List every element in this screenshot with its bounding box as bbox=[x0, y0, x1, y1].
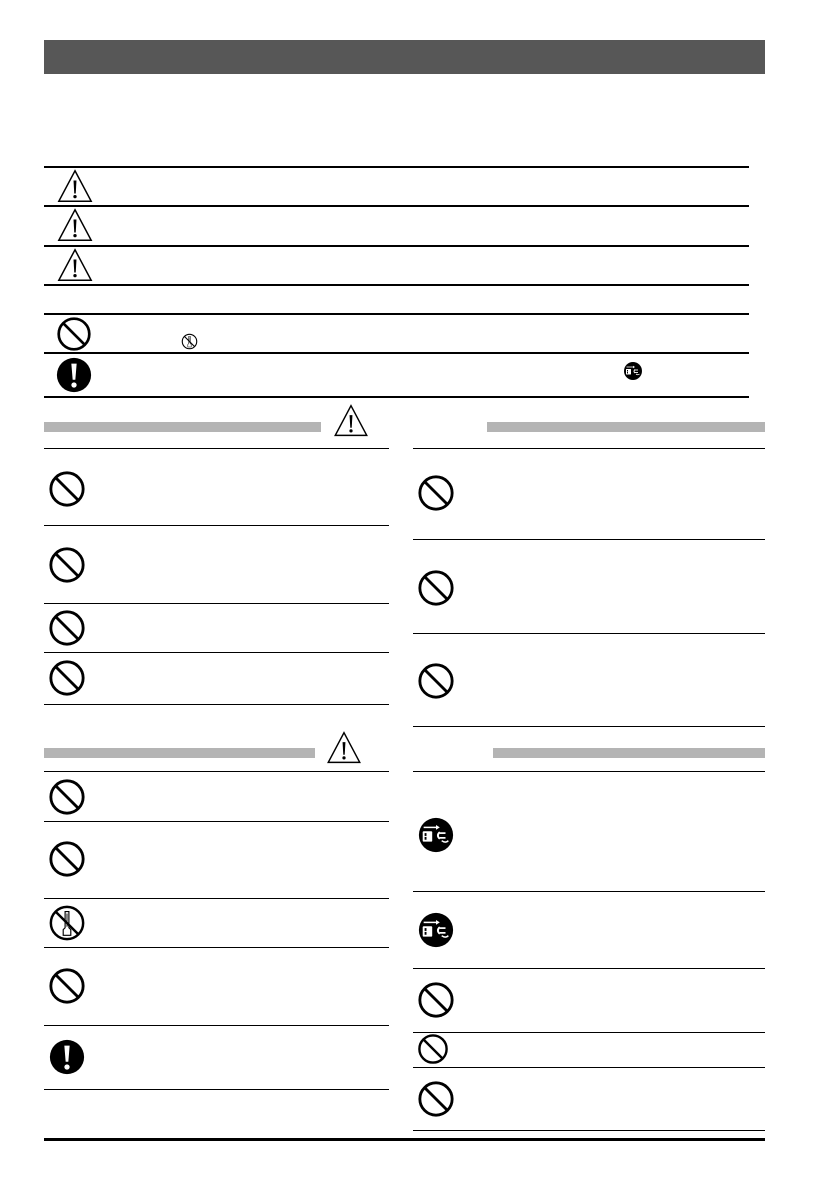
prohibition-icon bbox=[417, 1080, 455, 1118]
row-divider bbox=[413, 633, 765, 634]
warning-triangle-icon bbox=[332, 403, 370, 439]
no-disassembly-icon bbox=[181, 333, 198, 350]
warning-triangle-icon bbox=[55, 247, 95, 284]
legend-rule bbox=[44, 284, 749, 286]
prohibition-icon bbox=[48, 967, 86, 1005]
row-divider bbox=[44, 771, 389, 772]
prohibition-icon bbox=[417, 662, 455, 700]
section-header-bar bbox=[493, 748, 765, 758]
row-divider bbox=[44, 1089, 389, 1090]
prohibition-icon bbox=[48, 778, 86, 816]
row-divider bbox=[44, 898, 389, 899]
row-divider bbox=[44, 704, 389, 705]
row-divider bbox=[413, 1067, 765, 1068]
warning-triangle-icon bbox=[325, 730, 363, 766]
legend-rule bbox=[44, 166, 749, 168]
prohibition-icon bbox=[417, 1033, 449, 1065]
prohibition-icon bbox=[48, 609, 86, 647]
mandatory-action-icon bbox=[55, 356, 93, 394]
row-divider bbox=[44, 1025, 389, 1026]
prohibition-icon bbox=[56, 316, 92, 352]
legend-rule bbox=[44, 313, 749, 315]
row-divider bbox=[44, 821, 389, 822]
row-divider bbox=[44, 525, 389, 526]
legend-rule bbox=[44, 245, 749, 247]
warning-triangle-icon bbox=[55, 207, 95, 244]
row-divider bbox=[413, 891, 765, 892]
warning-triangle-icon bbox=[55, 168, 95, 205]
row-divider bbox=[44, 448, 389, 449]
unplug-icon bbox=[417, 816, 455, 854]
prohibition-icon bbox=[417, 569, 455, 607]
prohibition-icon bbox=[417, 474, 455, 512]
row-divider bbox=[44, 947, 389, 948]
row-divider bbox=[413, 539, 765, 540]
row-divider bbox=[413, 448, 765, 449]
legend-rule bbox=[44, 205, 749, 207]
prohibition-icon bbox=[48, 840, 86, 878]
row-divider bbox=[44, 652, 389, 653]
prohibition-icon bbox=[417, 981, 455, 1019]
row-divider bbox=[413, 771, 765, 772]
unplug-icon bbox=[417, 911, 455, 949]
page-title-bar bbox=[44, 40, 765, 74]
legend-rule bbox=[44, 352, 749, 354]
row-divider bbox=[413, 726, 765, 727]
section-header-bar bbox=[44, 422, 321, 432]
row-divider bbox=[413, 1130, 765, 1131]
section-header-bar bbox=[44, 748, 315, 758]
mandatory-action-icon bbox=[48, 1038, 86, 1076]
unplug-icon bbox=[623, 361, 643, 381]
row-divider bbox=[413, 1032, 765, 1033]
prohibition-icon bbox=[48, 546, 86, 584]
section-header-bar bbox=[487, 422, 765, 432]
page-bottom-rule bbox=[44, 1138, 765, 1141]
legend-rule bbox=[44, 396, 749, 398]
prohibition-icon bbox=[48, 659, 86, 697]
row-divider bbox=[44, 603, 389, 604]
prohibition-icon bbox=[48, 470, 86, 508]
row-divider bbox=[413, 968, 765, 969]
no-disassembly-icon bbox=[48, 904, 86, 942]
